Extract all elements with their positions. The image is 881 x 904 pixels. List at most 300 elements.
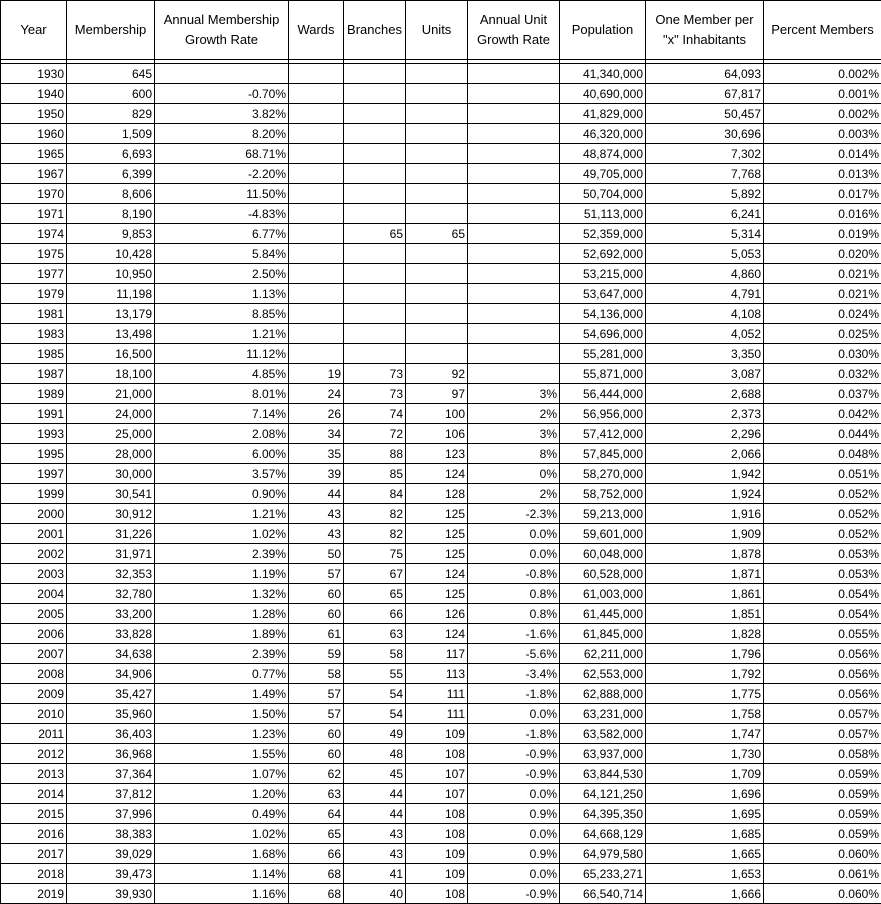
header-one-member-per-x-inhabitants[interactable]: One Member per "x" Inhabitants (646, 1, 764, 60)
cell-membership[interactable]: 6,693 (67, 144, 155, 164)
cell-branches[interactable] (344, 84, 406, 104)
cell-membership[interactable]: 10,950 (67, 264, 155, 284)
cell-percent-members[interactable]: 0.014% (764, 144, 881, 164)
cell-membership[interactable]: 600 (67, 84, 155, 104)
cell-branches[interactable]: 73 (344, 384, 406, 404)
cell-membership-growth[interactable]: 1.02% (155, 524, 289, 544)
cell-members-per-inhabitants[interactable]: 1,665 (646, 844, 764, 864)
cell-percent-members[interactable]: 0.051% (764, 464, 881, 484)
cell-wards[interactable]: 60 (289, 604, 344, 624)
cell-branches[interactable]: 48 (344, 744, 406, 764)
cell-members-per-inhabitants[interactable]: 3,350 (646, 344, 764, 364)
cell-year[interactable]: 1985 (1, 344, 67, 364)
cell-wards[interactable] (289, 104, 344, 124)
cell-unit-growth[interactable]: -1.8% (468, 684, 560, 704)
cell-percent-members[interactable]: 0.055% (764, 624, 881, 644)
cell-unit-growth[interactable] (468, 144, 560, 164)
cell-branches[interactable]: 43 (344, 844, 406, 864)
cell-unit-growth[interactable] (468, 184, 560, 204)
cell-population[interactable]: 62,211,000 (560, 644, 646, 664)
cell-branches[interactable]: 85 (344, 464, 406, 484)
cell-unit-growth[interactable]: -3.4% (468, 664, 560, 684)
cell-population[interactable]: 63,937,000 (560, 744, 646, 764)
cell-members-per-inhabitants[interactable]: 1,696 (646, 784, 764, 804)
cell-unit-growth[interactable]: 0.9% (468, 844, 560, 864)
cell-branches[interactable]: 65 (344, 224, 406, 244)
cell-wards[interactable] (289, 304, 344, 324)
cell-population[interactable]: 62,553,000 (560, 664, 646, 684)
cell-percent-members[interactable]: 0.019% (764, 224, 881, 244)
cell-members-per-inhabitants[interactable]: 5,053 (646, 244, 764, 264)
cell-year[interactable]: 1977 (1, 264, 67, 284)
cell-branches[interactable] (344, 304, 406, 324)
cell-membership-growth[interactable]: 68.71% (155, 144, 289, 164)
cell-members-per-inhabitants[interactable]: 1,909 (646, 524, 764, 544)
cell-membership-growth[interactable]: 1.49% (155, 684, 289, 704)
cell-members-per-inhabitants[interactable]: 3,087 (646, 364, 764, 384)
cell-wards[interactable]: 50 (289, 544, 344, 564)
cell-membership-growth[interactable]: 5.84% (155, 244, 289, 264)
cell-wards[interactable]: 44 (289, 484, 344, 504)
cell-units[interactable]: 107 (406, 784, 468, 804)
cell-membership-growth[interactable]: 8.01% (155, 384, 289, 404)
header-population[interactable]: Population (560, 1, 646, 60)
cell-branches[interactable]: 41 (344, 864, 406, 884)
cell-unit-growth[interactable]: 0.0% (468, 704, 560, 724)
cell-percent-members[interactable]: 0.060% (764, 844, 881, 864)
cell-membership[interactable]: 10,428 (67, 244, 155, 264)
cell-unit-growth[interactable]: -0.9% (468, 764, 560, 784)
cell-unit-growth[interactable] (468, 244, 560, 264)
cell-units[interactable]: 111 (406, 684, 468, 704)
cell-membership[interactable]: 9,853 (67, 224, 155, 244)
cell-units[interactable]: 108 (406, 824, 468, 844)
cell-percent-members[interactable]: 0.053% (764, 564, 881, 584)
cell-wards[interactable] (289, 64, 344, 84)
cell-wards[interactable]: 26 (289, 404, 344, 424)
cell-population[interactable]: 48,874,000 (560, 144, 646, 164)
cell-wards[interactable]: 19 (289, 364, 344, 384)
cell-unit-growth[interactable] (468, 324, 560, 344)
cell-members-per-inhabitants[interactable]: 1,871 (646, 564, 764, 584)
cell-membership-growth[interactable]: 3.57% (155, 464, 289, 484)
cell-membership[interactable]: 34,906 (67, 664, 155, 684)
cell-population[interactable]: 49,705,000 (560, 164, 646, 184)
cell-members-per-inhabitants[interactable]: 7,768 (646, 164, 764, 184)
cell-units[interactable]: 124 (406, 464, 468, 484)
cell-wards[interactable] (289, 244, 344, 264)
cell-branches[interactable] (344, 184, 406, 204)
cell-wards[interactable]: 59 (289, 644, 344, 664)
cell-branches[interactable]: 73 (344, 364, 406, 384)
cell-members-per-inhabitants[interactable]: 1,796 (646, 644, 764, 664)
cell-branches[interactable]: 40 (344, 884, 406, 904)
cell-wards[interactable]: 60 (289, 744, 344, 764)
cell-units[interactable] (406, 344, 468, 364)
cell-units[interactable]: 108 (406, 744, 468, 764)
cell-unit-growth[interactable]: 3% (468, 424, 560, 444)
cell-year[interactable]: 2017 (1, 844, 67, 864)
header-branches[interactable]: Branches (344, 1, 406, 60)
cell-units[interactable] (406, 204, 468, 224)
cell-members-per-inhabitants[interactable]: 1,924 (646, 484, 764, 504)
cell-year[interactable]: 1981 (1, 304, 67, 324)
cell-population[interactable]: 58,752,000 (560, 484, 646, 504)
cell-wards[interactable] (289, 204, 344, 224)
cell-percent-members[interactable]: 0.020% (764, 244, 881, 264)
cell-unit-growth[interactable]: 0.0% (468, 544, 560, 564)
cell-year[interactable]: 2009 (1, 684, 67, 704)
cell-membership-growth[interactable]: 6.00% (155, 444, 289, 464)
cell-year[interactable]: 1950 (1, 104, 67, 124)
cell-year[interactable]: 1979 (1, 284, 67, 304)
cell-population[interactable]: 50,704,000 (560, 184, 646, 204)
cell-percent-members[interactable]: 0.057% (764, 724, 881, 744)
cell-members-per-inhabitants[interactable]: 7,302 (646, 144, 764, 164)
cell-population[interactable]: 63,231,000 (560, 704, 646, 724)
cell-membership[interactable]: 32,780 (67, 584, 155, 604)
cell-percent-members[interactable]: 0.059% (764, 804, 881, 824)
cell-membership-growth[interactable]: 11.50% (155, 184, 289, 204)
cell-wards[interactable]: 68 (289, 864, 344, 884)
cell-population[interactable]: 63,844,530 (560, 764, 646, 784)
cell-unit-growth[interactable]: 0.0% (468, 784, 560, 804)
cell-unit-growth[interactable]: 0.8% (468, 604, 560, 624)
cell-membership-growth[interactable]: 2.39% (155, 544, 289, 564)
cell-membership[interactable]: 35,427 (67, 684, 155, 704)
cell-branches[interactable]: 67 (344, 564, 406, 584)
cell-population[interactable]: 59,213,000 (560, 504, 646, 524)
cell-percent-members[interactable]: 0.052% (764, 484, 881, 504)
cell-membership[interactable]: 33,828 (67, 624, 155, 644)
cell-percent-members[interactable]: 0.059% (764, 784, 881, 804)
cell-population[interactable]: 64,979,580 (560, 844, 646, 864)
cell-membership-growth[interactable]: 2.50% (155, 264, 289, 284)
cell-branches[interactable]: 63 (344, 624, 406, 644)
cell-units[interactable]: 124 (406, 624, 468, 644)
cell-members-per-inhabitants[interactable]: 5,892 (646, 184, 764, 204)
cell-unit-growth[interactable]: -0.9% (468, 744, 560, 764)
cell-year[interactable]: 1993 (1, 424, 67, 444)
header-annual-unit-growth-rate[interactable]: Annual Unit Growth Rate (468, 1, 560, 60)
cell-year[interactable]: 2000 (1, 504, 67, 524)
cell-members-per-inhabitants[interactable]: 2,066 (646, 444, 764, 464)
cell-branches[interactable]: 65 (344, 584, 406, 604)
cell-wards[interactable]: 43 (289, 504, 344, 524)
cell-wards[interactable]: 60 (289, 724, 344, 744)
cell-branches[interactable] (344, 164, 406, 184)
cell-wards[interactable] (289, 184, 344, 204)
cell-membership[interactable]: 1,509 (67, 124, 155, 144)
cell-wards[interactable]: 35 (289, 444, 344, 464)
cell-branches[interactable]: 44 (344, 804, 406, 824)
cell-members-per-inhabitants[interactable]: 1,685 (646, 824, 764, 844)
cell-units[interactable]: 111 (406, 704, 468, 724)
cell-members-per-inhabitants[interactable]: 4,791 (646, 284, 764, 304)
cell-year[interactable]: 1974 (1, 224, 67, 244)
cell-units[interactable]: 107 (406, 764, 468, 784)
cell-year[interactable]: 2016 (1, 824, 67, 844)
cell-percent-members[interactable]: 0.001% (764, 84, 881, 104)
cell-wards[interactable] (289, 264, 344, 284)
cell-units[interactable]: 109 (406, 844, 468, 864)
cell-population[interactable]: 59,601,000 (560, 524, 646, 544)
cell-unit-growth[interactable] (468, 104, 560, 124)
cell-membership-growth[interactable]: 2.39% (155, 644, 289, 664)
cell-branches[interactable] (344, 344, 406, 364)
cell-membership[interactable]: 35,960 (67, 704, 155, 724)
cell-membership-growth[interactable]: -2.20% (155, 164, 289, 184)
cell-members-per-inhabitants[interactable]: 2,373 (646, 404, 764, 424)
cell-membership[interactable]: 13,498 (67, 324, 155, 344)
cell-population[interactable]: 57,845,000 (560, 444, 646, 464)
cell-membership-growth[interactable]: 1.14% (155, 864, 289, 884)
cell-units[interactable] (406, 304, 468, 324)
cell-unit-growth[interactable]: -2.3% (468, 504, 560, 524)
cell-percent-members[interactable]: 0.058% (764, 744, 881, 764)
cell-year[interactable]: 1987 (1, 364, 67, 384)
cell-percent-members[interactable]: 0.017% (764, 184, 881, 204)
cell-unit-growth[interactable] (468, 284, 560, 304)
cell-unit-growth[interactable]: 0.0% (468, 864, 560, 884)
cell-year[interactable]: 1970 (1, 184, 67, 204)
cell-membership-growth[interactable]: 1.20% (155, 784, 289, 804)
cell-year[interactable]: 1960 (1, 124, 67, 144)
cell-population[interactable]: 57,412,000 (560, 424, 646, 444)
cell-percent-members[interactable]: 0.060% (764, 884, 881, 904)
cell-percent-members[interactable]: 0.056% (764, 664, 881, 684)
cell-year[interactable]: 1983 (1, 324, 67, 344)
cell-units[interactable] (406, 324, 468, 344)
cell-membership[interactable]: 11,198 (67, 284, 155, 304)
cell-population[interactable]: 63,582,000 (560, 724, 646, 744)
cell-membership-growth[interactable]: 1.55% (155, 744, 289, 764)
cell-population[interactable]: 55,281,000 (560, 344, 646, 364)
cell-wards[interactable]: 63 (289, 784, 344, 804)
cell-members-per-inhabitants[interactable]: 5,314 (646, 224, 764, 244)
cell-members-per-inhabitants[interactable]: 6,241 (646, 204, 764, 224)
cell-units[interactable]: 124 (406, 564, 468, 584)
cell-percent-members[interactable]: 0.054% (764, 604, 881, 624)
cell-units[interactable] (406, 264, 468, 284)
header-units[interactable]: Units (406, 1, 468, 60)
cell-wards[interactable]: 58 (289, 664, 344, 684)
cell-year[interactable]: 1965 (1, 144, 67, 164)
cell-units[interactable] (406, 164, 468, 184)
cell-wards[interactable] (289, 124, 344, 144)
cell-year[interactable]: 1999 (1, 484, 67, 504)
cell-members-per-inhabitants[interactable]: 1,916 (646, 504, 764, 524)
cell-units[interactable]: 97 (406, 384, 468, 404)
cell-wards[interactable] (289, 84, 344, 104)
cell-population[interactable]: 61,445,000 (560, 604, 646, 624)
cell-members-per-inhabitants[interactable]: 1,792 (646, 664, 764, 684)
header-percent-members[interactable]: Percent Members (764, 1, 881, 60)
cell-branches[interactable]: 88 (344, 444, 406, 464)
cell-unit-growth[interactable] (468, 164, 560, 184)
cell-percent-members[interactable]: 0.002% (764, 104, 881, 124)
cell-unit-growth[interactable]: 3% (468, 384, 560, 404)
cell-members-per-inhabitants[interactable]: 4,108 (646, 304, 764, 324)
cell-membership-growth[interactable]: 7.14% (155, 404, 289, 424)
cell-percent-members[interactable]: 0.054% (764, 584, 881, 604)
cell-membership[interactable]: 6,399 (67, 164, 155, 184)
header-wards[interactable]: Wards (289, 1, 344, 60)
cell-membership[interactable]: 28,000 (67, 444, 155, 464)
cell-wards[interactable]: 57 (289, 684, 344, 704)
cell-members-per-inhabitants[interactable]: 1,747 (646, 724, 764, 744)
cell-membership[interactable]: 39,473 (67, 864, 155, 884)
cell-population[interactable]: 41,340,000 (560, 64, 646, 84)
cell-population[interactable]: 60,048,000 (560, 544, 646, 564)
cell-unit-growth[interactable] (468, 304, 560, 324)
cell-membership-growth[interactable]: 1.19% (155, 564, 289, 584)
cell-membership-growth[interactable]: 0.49% (155, 804, 289, 824)
cell-branches[interactable]: 55 (344, 664, 406, 684)
cell-units[interactable]: 106 (406, 424, 468, 444)
cell-unit-growth[interactable]: 8% (468, 444, 560, 464)
cell-units[interactable]: 92 (406, 364, 468, 384)
cell-units[interactable] (406, 104, 468, 124)
header-year[interactable]: Year (1, 1, 67, 60)
cell-members-per-inhabitants[interactable]: 1,828 (646, 624, 764, 644)
cell-wards[interactable] (289, 284, 344, 304)
header-membership[interactable]: Membership (67, 1, 155, 60)
cell-population[interactable]: 52,692,000 (560, 244, 646, 264)
cell-wards[interactable]: 34 (289, 424, 344, 444)
cell-population[interactable]: 56,956,000 (560, 404, 646, 424)
cell-unit-growth[interactable]: 0.8% (468, 584, 560, 604)
cell-population[interactable]: 64,121,250 (560, 784, 646, 804)
cell-members-per-inhabitants[interactable]: 1,775 (646, 684, 764, 704)
cell-year[interactable]: 2003 (1, 564, 67, 584)
cell-units[interactable] (406, 144, 468, 164)
cell-unit-growth[interactable]: 2% (468, 484, 560, 504)
cell-membership-growth[interactable]: 1.21% (155, 504, 289, 524)
cell-year[interactable]: 2013 (1, 764, 67, 784)
cell-membership-growth[interactable]: 0.90% (155, 484, 289, 504)
cell-units[interactable]: 125 (406, 524, 468, 544)
cell-membership[interactable]: 16,500 (67, 344, 155, 364)
cell-membership[interactable]: 21,000 (67, 384, 155, 404)
cell-membership[interactable]: 31,971 (67, 544, 155, 564)
cell-population[interactable]: 61,845,000 (560, 624, 646, 644)
cell-year[interactable]: 1971 (1, 204, 67, 224)
cell-percent-members[interactable]: 0.021% (764, 264, 881, 284)
cell-percent-members[interactable]: 0.048% (764, 444, 881, 464)
cell-percent-members[interactable]: 0.059% (764, 824, 881, 844)
cell-members-per-inhabitants[interactable]: 1,709 (646, 764, 764, 784)
cell-wards[interactable] (289, 164, 344, 184)
cell-population[interactable]: 53,215,000 (560, 264, 646, 284)
cell-membership-growth[interactable]: 4.85% (155, 364, 289, 384)
cell-percent-members[interactable]: 0.056% (764, 644, 881, 664)
cell-percent-members[interactable]: 0.013% (764, 164, 881, 184)
cell-branches[interactable]: 72 (344, 424, 406, 444)
cell-branches[interactable] (344, 64, 406, 84)
cell-unit-growth[interactable] (468, 224, 560, 244)
cell-unit-growth[interactable] (468, 64, 560, 84)
cell-units[interactable]: 109 (406, 864, 468, 884)
cell-membership[interactable]: 829 (67, 104, 155, 124)
cell-members-per-inhabitants[interactable]: 1,942 (646, 464, 764, 484)
cell-units[interactable]: 100 (406, 404, 468, 424)
cell-membership[interactable]: 30,541 (67, 484, 155, 504)
cell-year[interactable]: 1930 (1, 64, 67, 84)
cell-unit-growth[interactable] (468, 84, 560, 104)
cell-branches[interactable] (344, 264, 406, 284)
cell-branches[interactable]: 43 (344, 824, 406, 844)
cell-branches[interactable]: 74 (344, 404, 406, 424)
cell-population[interactable]: 66,540,714 (560, 884, 646, 904)
cell-wards[interactable]: 57 (289, 704, 344, 724)
cell-membership[interactable]: 8,606 (67, 184, 155, 204)
cell-wards[interactable]: 66 (289, 844, 344, 864)
cell-population[interactable]: 51,113,000 (560, 204, 646, 224)
cell-branches[interactable] (344, 124, 406, 144)
cell-units[interactable]: 125 (406, 584, 468, 604)
cell-units[interactable]: 125 (406, 544, 468, 564)
cell-population[interactable]: 65,233,271 (560, 864, 646, 884)
cell-membership[interactable]: 8,190 (67, 204, 155, 224)
cell-unit-growth[interactable]: -1.8% (468, 724, 560, 744)
cell-members-per-inhabitants[interactable]: 50,457 (646, 104, 764, 124)
cell-membership[interactable]: 36,403 (67, 724, 155, 744)
cell-year[interactable]: 2007 (1, 644, 67, 664)
cell-branches[interactable] (344, 144, 406, 164)
cell-population[interactable]: 54,136,000 (560, 304, 646, 324)
cell-percent-members[interactable]: 0.056% (764, 684, 881, 704)
cell-percent-members[interactable]: 0.052% (764, 524, 881, 544)
cell-year[interactable]: 2014 (1, 784, 67, 804)
cell-members-per-inhabitants[interactable]: 1,730 (646, 744, 764, 764)
cell-units[interactable]: 126 (406, 604, 468, 624)
cell-members-per-inhabitants[interactable]: 1,695 (646, 804, 764, 824)
cell-members-per-inhabitants[interactable]: 1,851 (646, 604, 764, 624)
cell-year[interactable]: 2012 (1, 744, 67, 764)
cell-year[interactable]: 2004 (1, 584, 67, 604)
cell-members-per-inhabitants[interactable]: 2,688 (646, 384, 764, 404)
cell-branches[interactable] (344, 324, 406, 344)
cell-percent-members[interactable]: 0.024% (764, 304, 881, 324)
cell-year[interactable]: 2008 (1, 664, 67, 684)
cell-wards[interactable]: 39 (289, 464, 344, 484)
cell-members-per-inhabitants[interactable]: 1,878 (646, 544, 764, 564)
cell-wards[interactable]: 65 (289, 824, 344, 844)
cell-unit-growth[interactable]: 0.0% (468, 824, 560, 844)
cell-branches[interactable] (344, 104, 406, 124)
cell-year[interactable]: 1975 (1, 244, 67, 264)
cell-members-per-inhabitants[interactable]: 64,093 (646, 64, 764, 84)
cell-percent-members[interactable]: 0.044% (764, 424, 881, 444)
cell-membership[interactable]: 32,353 (67, 564, 155, 584)
cell-unit-growth[interactable]: -1.6% (468, 624, 560, 644)
cell-members-per-inhabitants[interactable]: 4,860 (646, 264, 764, 284)
cell-unit-growth[interactable] (468, 264, 560, 284)
cell-membership-growth[interactable]: 1.89% (155, 624, 289, 644)
cell-unit-growth[interactable]: 0.0% (468, 524, 560, 544)
cell-membership[interactable]: 25,000 (67, 424, 155, 444)
cell-year[interactable]: 2002 (1, 544, 67, 564)
cell-population[interactable]: 64,668,129 (560, 824, 646, 844)
cell-population[interactable]: 61,003,000 (560, 584, 646, 604)
cell-branches[interactable]: 49 (344, 724, 406, 744)
cell-membership-growth[interactable] (155, 64, 289, 84)
cell-wards[interactable] (289, 344, 344, 364)
cell-year[interactable]: 2018 (1, 864, 67, 884)
cell-units[interactable] (406, 64, 468, 84)
cell-members-per-inhabitants[interactable]: 67,817 (646, 84, 764, 104)
